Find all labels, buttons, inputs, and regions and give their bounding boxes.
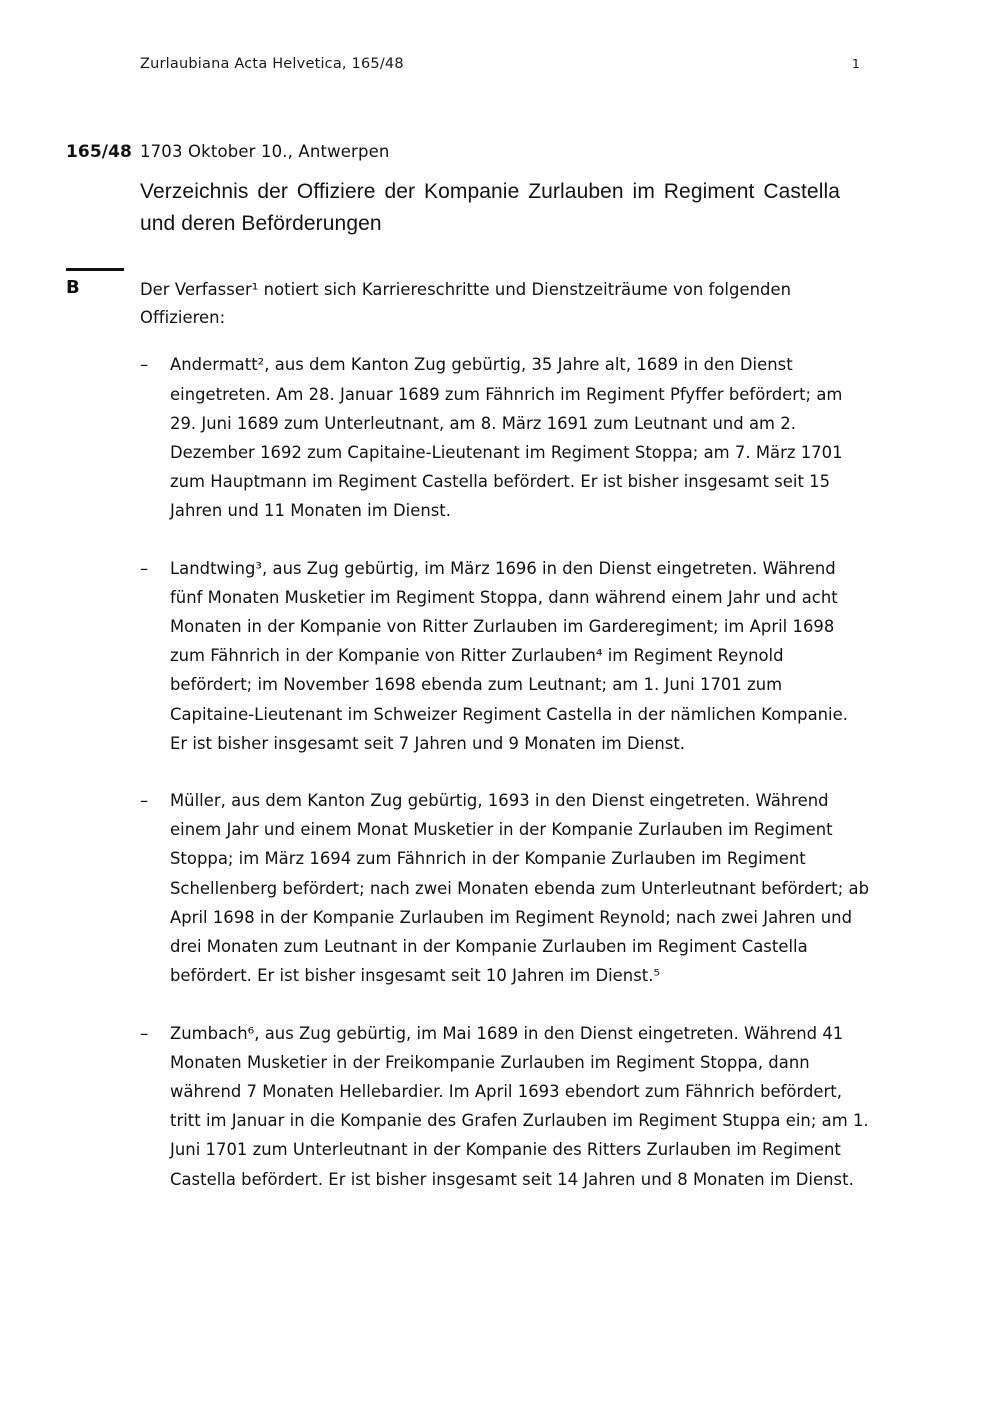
officer-entry-mueller: Müller, aus dem Kanton Zug gebürtig, 1693 in den Dienst eingetreten. Während einem Jahr und einem Monat Musketier in der Kompanie Zurlauben im Regiment Stoppa; im März 1694 zum Fähnrich in der Kompanie Zurlauben im Regiment Schellenberg befördert; nach zwei Monaten ebenda zum Unterleutnant befördert; ab April 1698 in der Kompanie Zurlauben im Regiment Reynold; nach zwei Jahren und drei Monaten zum Leutnant in der Kompanie Zurlauben im Regiment Castella befördert. Er ist bisher insgesamt seit 10 Jahren im Dienst.⁵ xyxy=(170,791,870,986)
section-divider xyxy=(66,268,124,271)
officer-entry-list xyxy=(140,350,870,1193)
officer-entry-landtwing: Landtwing³, aus Zug gebürtig, im März 1696 in den Dienst eingetreten. Während fünf Monaten Musketier im Regiment Stoppa, dann während einem Jahr und acht Monaten in der Kompanie von Ritter Zurlauben im Garderegiment; im April 1698 zum Fähnrich in der Kompanie von Ritter Zurlauben⁴ im Regiment Reynold befördert; im November 1698 ebenda zum Leutnant; am 1. Juni 1701 zum Capitaine-Lieutenant im Schweizer Regiment Castella in der nämlichen Kompanie. Er ist bisher insgesamt seit 7 Jahren und 9 Monaten im Dienst. xyxy=(170,558,848,753)
intro-text: Der Verfasser¹ notiert sich Karriereschritte und Dienstzeiträume von folgenden Offizieren: xyxy=(140,280,792,328)
document-title: Verzeichnis der Offiziere der Kompanie Zurlauben im Regiment Castella und deren Beförderungen xyxy=(140,180,840,235)
page-number: 1 xyxy=(851,56,860,71)
intro-block xyxy=(66,276,870,332)
document-dateline: 1703 Oktober 10., Antwerpen xyxy=(140,142,390,161)
document-heading xyxy=(66,142,860,240)
officer-entry-andermatt: Andermatt², aus dem Kanton Zug gebürtig, 35 Jahre alt, 1689 in den Dienst eingetreten. Am 28. Januar 1689 zum Fähnrich im Regiment Pfyffer befördert; am 29. Juni 1689 zum Unterleutnant, am 8. März 1691 zum Leutnant und am 2. Dezember 1692 zum Capitaine-Lieutenant im Regiment Stoppa; am 7. März 1701 zum Hauptmann im Regiment Castella befördert. Er ist bisher insgesamt seit 15 Jahren und 11 Monaten im Dienst. xyxy=(170,355,843,521)
list-item xyxy=(140,1019,870,1194)
officer-entry-zumbach: Zumbach⁶, aus Zug gebürtig, im Mai 1689 in den Dienst eingetreten. Während 41 Monaten Musketier in der Freikompanie Zurlauben im Regiment Stoppa, dann während 7 Monaten Hellebardier. Im April 1693 ebendort zum Fähnrich befördert, tritt im Januar in die Kompanie des Grafen Zurlauben im Regiment Stuppa ein; am 1. Juni 1701 zum Unterleutnant in der Kompanie des Ritters Zurlauben im Regiment Castella befördert. Er ist bisher insgesamt seit 14 Jahren und 8 Monaten im Dienst. xyxy=(170,1023,869,1189)
list-item xyxy=(140,350,870,525)
running-header xyxy=(140,56,860,72)
list-item xyxy=(140,554,870,758)
document-signature: 165/48 xyxy=(66,142,132,162)
list-item xyxy=(140,786,870,990)
bullet-dash: – xyxy=(140,355,149,375)
section-marker: B xyxy=(66,277,80,298)
bullet-dash: – xyxy=(140,558,149,578)
running-header-title: Zurlaubiana Acta Helvetica, 165/48 xyxy=(140,56,404,72)
signature-line xyxy=(66,142,860,162)
bullet-dash: – xyxy=(140,791,149,811)
document-body xyxy=(66,276,870,1222)
bullet-dash: – xyxy=(140,1023,149,1043)
